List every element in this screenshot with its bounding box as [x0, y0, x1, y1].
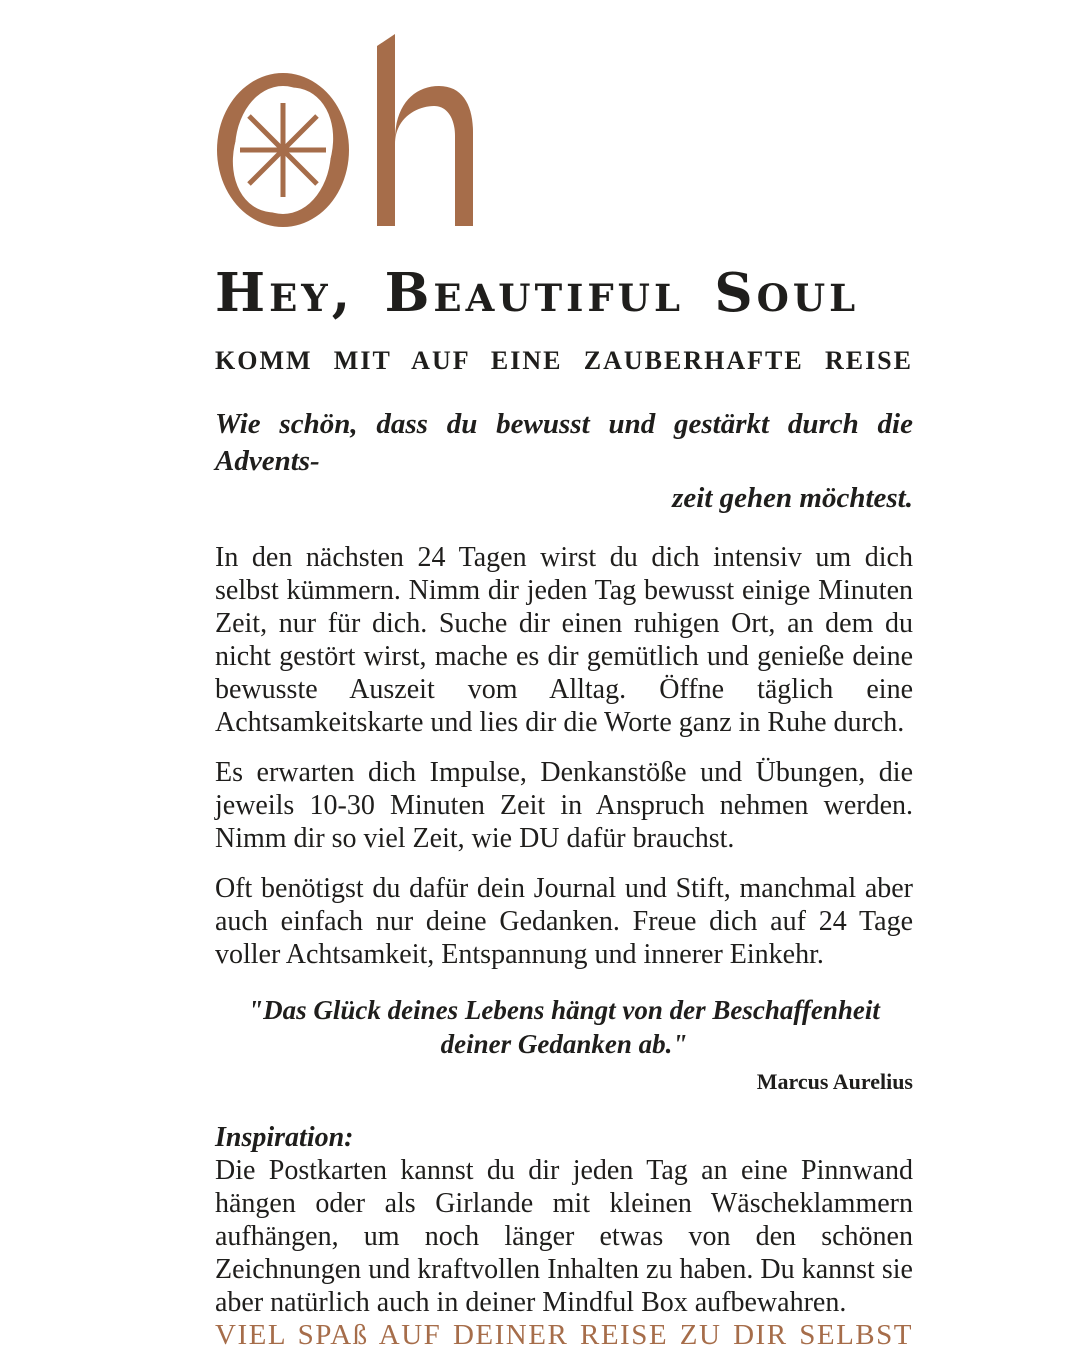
quote-block [0, 993, 1080, 1095]
oh-logo [215, 22, 1080, 234]
body-text [0, 541, 1080, 971]
quote-text: "Das Glück deines Lebens hängt von der Beschaffenheit deiner Gedanken ab." [248, 994, 880, 1059]
star-icon [240, 103, 326, 197]
inspiration-label: Inspiration: [215, 1121, 354, 1153]
quote-attribution: Marcus Aurelius [756, 1068, 913, 1094]
intro-text [0, 406, 1080, 517]
intro-line-1: Wie schön, dass du bewusst und gestärkt durch die Advents- [215, 407, 913, 477]
page-title: Hey, Beautiful Soul [215, 262, 860, 324]
footer-tagline: VIEL SPAß AUF DEINER REISE ZU DIR SELBST [215, 1318, 913, 1351]
intro-line-2: zeit gehen möchtest. [672, 481, 913, 514]
inspiration-section [0, 1121, 1080, 1319]
body-paragraph: Es erwarten dich Impulse, Denkanstöße und Übungen, die jeweils 10-30 Minuten Zeit in Anspruch nehmen werden. Nimm dir so viel Zeit, wie DU dafür brauchst. [215, 756, 913, 854]
body-paragraph: In den nächsten 24 Tagen wirst du dich intensiv um dich selbst kümmern. Nimm dir jeden Tag bewusst einige Minuten Zeit, nur für dich. Suche dir einen ruhigen Ort, an dem du nicht gestört wirst, mache es dir gemütlich und genieße deine bewusste Auszeit vom Alltag. Öffne täglich eine Achtsamkeitskarte und lies dir die Worte ganz in Ruhe durch. [215, 541, 913, 738]
body-paragraph: Oft benötigst du dafür dein Journal und Stift, manchmal aber auch einfach nur deine Gedanken. Freue dich auf 24 Tage voller Achtsamkeit, Entspannung und innerer Einkehr. [215, 872, 913, 970]
page-subtitle: KOMM MIT AUF EINE ZAUBERHAFTE REISE [215, 345, 913, 375]
oh-logo-graphic [215, 22, 485, 234]
logo-letter-h [377, 34, 473, 226]
inspiration-text: Die Postkarten kannst du dir jeden Tag an eine Pinnwand hängen oder als Girlande mit kleinen Wäscheklammern aufhängen, um noch länger etwas von den schönen Zeichnungen und kraftvollen Inhalten zu haben. Du kannst sie aber natürlich auch in deiner Mindful Box aufbewahren. [215, 1154, 913, 1318]
